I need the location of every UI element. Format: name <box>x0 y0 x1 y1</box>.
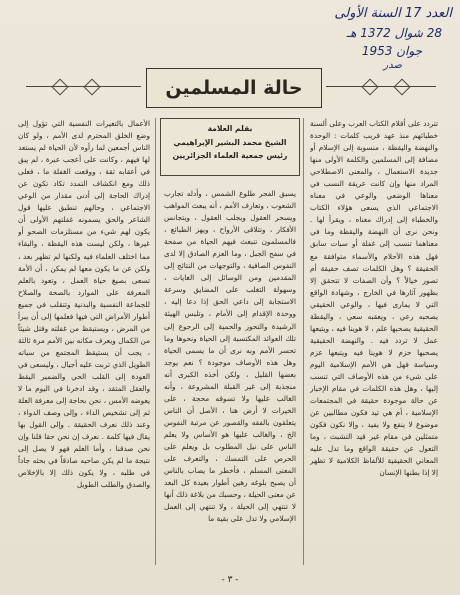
column-divider <box>303 118 304 565</box>
column-middle-text: يسبق الفجر طلوع الشمس ، وأدله تجارب الشعوب ، وتعارف الأمم ، أنه يبعث المواهب ويسحر العقول ويجلب العقول ، ويتجانس الأفكار ، وتتلاقى الأرواح ، ويهز الطبائع ، فالمسلمون تنبعث فيهم الحياة من صفحة في سفح الجبل ، وما العزم الصادق إلا لدى النفوس الصافية ، والتوجهات من النتائج إلى المقدمين ومن الوسائل إلى الغايات ، وسهولة التغلب على المضايق وسرعة الاستجابة إلى داعي الحق إذا دعا إليه ، ووحدة الإقدام إلى الأمام ، وتلبس الهيئة الرشيدة والتحور والحمية إلى الرجوع إلى تلك العوائد المكتسبة إلى الحياة ونحوها وما تحسر الأمم وبه نرى أن ما يسمى الحياة وهل هذه الأوصاف موجودة ؟ نعم يوجد بعضها القليل ، ولكن أخذه الكبرى أنه منجذبة إلى غير القبلة المشروعة ، وأنه الغالب عليها ولا تسوقه محجة ، على الخيرات لا أرض هنا ، الأصل أن الناس يتعلقون بالفقه والقصور عن مرتبة النفوس الخ ، والغالب عليها هو الأساس ولا يعلم الناس على نيل المطلوب بل ويعلم على الحرص على التمسك ، والتعرف على المعنى المسلم ، فأخطر ما يصاب بالناس أن يصبح بلوغه رهين أطوار بعيدة كل البعد عن معنى الحيلة ، وحسبك من بلاغة ذلك أنها لا تنتهي إلى الحيلة ، ولا تنتهي إلى العمل الإسلامي ولا تدل على بقية ما <box>164 189 296 524</box>
diamond-ornament-icon <box>84 79 101 96</box>
handwritten-mark: صدر <box>383 60 402 71</box>
title-banner <box>26 66 436 110</box>
column-right-text: تتردد على أقلام الكتاب العرب وعلى ألسنة خطبائهم منذ عهد قريب كلمات : الوحدة والنهضة واليقظة ، منسوبة إلى الإسلام أو مضافة إلى المسلمين والكلمة الأولى منها جديدة الاستعمال ، والمعنى الاصطلاحي المراد منها وإن كانت عريقة النسب في معناها الوضعي والوعي في معناه الاجتماعي الذي يسعى هؤلاء الكتاب والخطباء إلى إدراك معناه ، ويقرأ لها . ونحن نرى أن النهضة واليقظة وما في معناهما تنسب إلى غفلة أو سبات سابق فهل هذه الأحلام والأسماء متوافقة مع الحقيقة ؟ وهل الكلمات تصف حقيقة أم تصور خيالاً ؟ وأن الصفات لا تتحقق إلا بظهور آثارها في الخارج ، وشهادة الواقع التي لا يمارى فيها ، والوعي الحقيقي يصحبه رعي ، ويعقبه سعي ، واليقظة الحقيقية يصحبها علم ، لا هوينا فيه ، ويتبعها عمل لا تردد فيه . والنهضة الحقيقية يصحبها حزم لا هوينا فيه ويتبعها عزم وسياسة فهل هي الأمم الإسلامية اليوم على شيء من هذه الأوصاف التي تنسب إليها ، وهل هذه الكلمات في مقام الإخبار عن حالة موجودة حقيقة في المجتمعات الإسلامية ، أم هي تيد فكون مطالبين عن موضوع لا ينفع ولا يفيد ، وإلا نكون فكون متمثلين في مقام غير قيد التشبث ، وما التعول عن حقيقة الواقع وما تدل عليه المعاني الحقيقية للألفاظ الكلامية لا تظهر إلا إذا بطنها الإنسان <box>310 119 438 478</box>
handwritten-hijri-date: 28 شوال 1372 هـ <box>346 26 442 40</box>
diamond-ornament-icon <box>52 79 69 96</box>
article-title: حالة المسلمين <box>146 68 322 108</box>
byline-box <box>160 118 300 176</box>
handwritten-gregorian-date: جوان 1953 <box>361 44 422 58</box>
byline-line-3: رئيس جمعية العلماء الجزائريين <box>172 151 288 160</box>
column-middle <box>164 188 296 525</box>
banner-rule-right <box>326 86 436 87</box>
column-divider <box>155 118 156 565</box>
column-left-text: الأعمال بالتغيرات النفسية التي تؤول إلى وضع الخلق المحترم لدى الأمم ، ولو كان الناس أجمعين لما رأوه لأن الحياة لم يستعد لها فيهم ، وكانت على أعجب عبرة ، لم يبق في أعقابه ثقة ، ووقعت الغفلة ما ، فعلى ذلك ومع انكشاف التمدد تكاد تكون عن إدراك الحاجة إلى أدنى مقدار من الوعي الاجتماعي ، وحالهم تنطبق عليها قول الشاعر والحق يسمونه غفلتهم الأولى أن يكون لهم شيء من مستلزمات الصحو أو غيرها ، ولكن ليست هذه اليقظة ، والبقاء مما اختلف العلماء فيه ولكنها لم تظهر بعد ، ولكن عن ما يكون معها لم يمكن ، أن الأمة تسعى بصيغ حياة العمل ، وتعود بالعلم المعرفة على الموارد بالصحة والصلاح للجماعة النفسية والبدنية وتتقلب في جميع أطوار الأمراض التي فيها فعلمها إلى أن يبرأ من المرض ، ويستيقظ من غفلته وقتل شيئاً من الكمال ويعرف مكانه بين الأمم مرة ثالثة ، يجب أن يستيقظ المجتمع من سباته الطويل الذي تربت عليه أجيال ، وليسعى في العودة إلى القلب الحي والضمير اليقظ والعقل المتقد ، وقد ادخرنا في اليوم ما لا يعوضه الأمس ، نحن بحاجة إلى معرفة العلة ثم إلى تشخيص الداء ، وإلى وصف الدواء ، وعند ذلك نعرف الحقيقة . وإلى القول بها يقال فيها كلمة . نعرف إن نحن حقا قلنا وإن نحن صدقنا ، وأما العلم فهو لا يصل إلى نتيجة ما لم يكن صاحبه صادقاً في بحثه جاداً في طلبه ، ولا يكون ذلك إلا بالإخلاص والصدق والطلب الطويل <box>18 119 150 490</box>
page-number: - ٣ - <box>221 575 239 585</box>
handwritten-issue: العدد 17 السنة الأولى <box>334 6 452 21</box>
diamond-ornament-icon <box>394 79 411 96</box>
byline-line-2: الشيخ محمد البشير الإبراهيمي <box>173 137 287 147</box>
byline-line-1: بقلم العلامة <box>207 124 253 133</box>
column-left <box>18 118 150 491</box>
column-right <box>310 118 438 479</box>
diamond-ornament-icon <box>362 79 379 96</box>
